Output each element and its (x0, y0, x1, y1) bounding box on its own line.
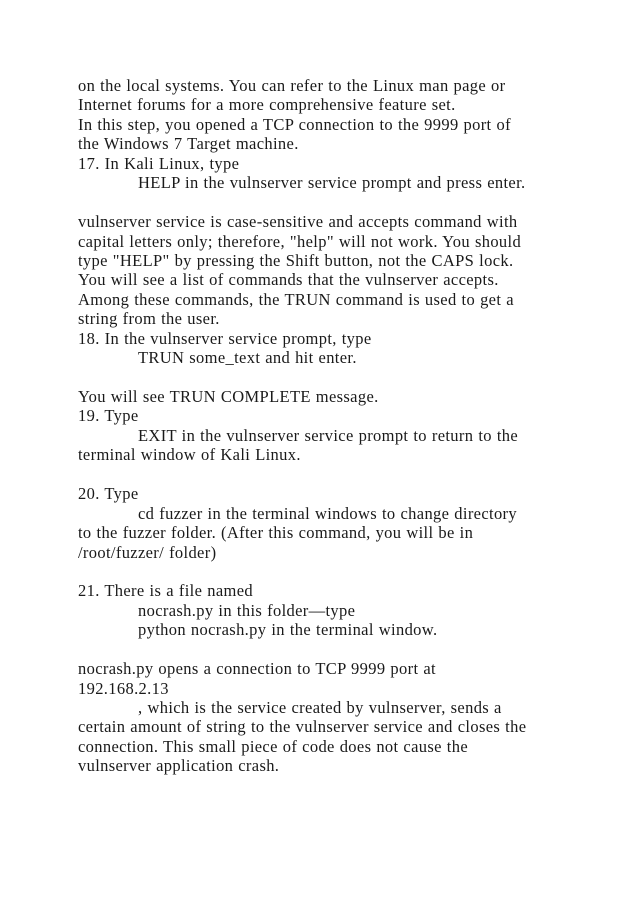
text-line: HELP in the vulnserver service prompt and press enter. (138, 173, 526, 193)
text-line: nocrash.py in this folder—type (138, 600, 356, 620)
text-line: /root/fuzzer/ folder) (78, 542, 217, 562)
text-line: certain amount of string to the vulnserver service and closes the (78, 717, 527, 737)
text-line: the Windows 7 Target machine. (78, 134, 299, 154)
text-line: cd fuzzer in the terminal windows to change directory (138, 503, 517, 523)
text-line: 192.168.2.13 (78, 678, 169, 698)
text-line: Among these commands, the TRUN command is used to get a (78, 289, 514, 309)
text-line: string from the user. (78, 309, 220, 329)
text-line: You will see a list of commands that the vulnserver accepts. (78, 270, 499, 290)
text-line: terminal window of Kali Linux. (78, 445, 301, 465)
blank-line (78, 640, 618, 659)
text-line: nocrash.py opens a connection to TCP 9999 port at (78, 659, 436, 679)
text-line: , which is the service created by vulnserver, sends a (138, 698, 502, 717)
text-line: python nocrash.py in the terminal window. (138, 620, 438, 640)
text-line: on the local systems. You can refer to the Linux man page or (78, 76, 506, 95)
text-line: EXIT in the vulnserver service prompt to return to the (138, 425, 519, 445)
text-line: type "HELP" by pressing the Shift button, not the CAPS lock. (78, 250, 514, 270)
document-body (78, 76, 618, 776)
blank-line (78, 465, 618, 484)
text-line: 17. In Kali Linux, type (78, 153, 240, 173)
blank-line (78, 193, 618, 212)
text-line: connection. This small piece of code does not cause the (78, 736, 468, 756)
text-line: Internet forums for a more comprehensive feature set. (78, 95, 456, 115)
blank-line (78, 368, 618, 387)
text-line: 19. Type (78, 406, 139, 426)
text-line: TRUN some_text and hit enter. (138, 348, 357, 368)
text-line: 18. In the vulnserver service prompt, type (78, 328, 372, 348)
text-line: capital letters only; therefore, "help" will not work. You should (78, 231, 522, 251)
text-line: 21. There is a file named (78, 581, 253, 601)
blank-line (78, 562, 618, 581)
text-line: vulnserver service is case-sensitive and accepts command with (78, 212, 518, 232)
text-line: to the fuzzer folder. (After this command, you will be in (78, 523, 474, 543)
text-line: You will see TRUN COMPLETE message. (78, 387, 379, 406)
text-line: In this step, you opened a TCP connection to the 9999 port of (78, 114, 511, 134)
text-line: 20. Type (78, 484, 139, 504)
text-line: vulnserver application crash. (78, 756, 280, 776)
